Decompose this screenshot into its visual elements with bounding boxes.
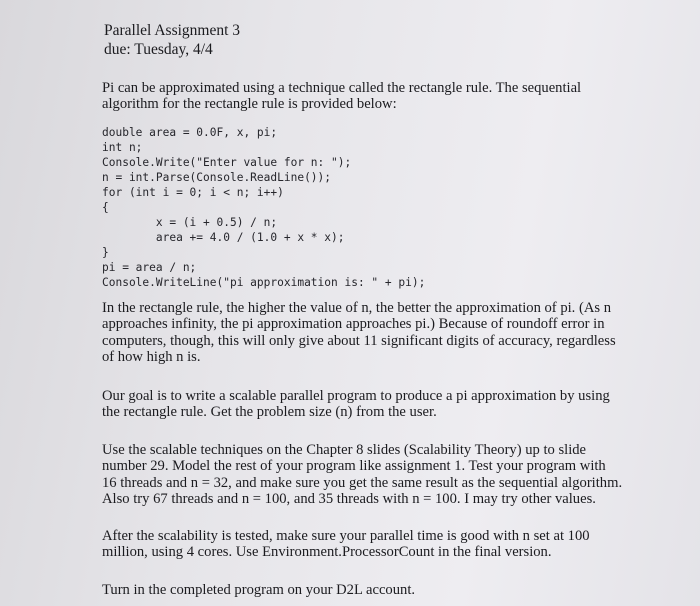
code-line: { (102, 201, 109, 214)
paragraph-line: approaches infinity, the pi approximation approaches pi.) Because of roundoff error in (102, 316, 605, 333)
after-paragraph (102, 528, 642, 561)
paragraph-line: Use the scalable techniques on the Chapter 8 slides (Scalability Theory) up to slide (102, 442, 587, 458)
paragraph-line: of how high n is. (102, 349, 201, 366)
paragraph-line: 16 threads and n = 32, and make sure you get the same result as the sequential algorithm. (102, 474, 623, 491)
paragraph-line: Our goal is to write a scalable parallel program to produce a pi approximation by using (102, 388, 610, 404)
code-line: for (int i = 0; i < n; i++) (102, 186, 284, 199)
paragraph-line: number 29. Model the rest of your program like assignment 1. Test your program with (102, 458, 606, 475)
code-line: area += 4.0 / (1.0 + x * x); (102, 231, 345, 244)
intro-paragraph (102, 80, 642, 113)
assignment-title: Parallel Assignment 3 (104, 22, 241, 39)
code-line: int n; (102, 141, 143, 154)
code-line: n = int.Parse(Console.ReadLine()); (102, 171, 332, 184)
paragraph-line: Also try 67 threads and n = 100, and 35 threads with n = 100. I may try other values. (102, 491, 596, 508)
turn-in-paragraph (102, 582, 642, 598)
paragraph-line: In the rectangle rule, the higher the value of n, the better the approximation of pi. (As n (102, 300, 611, 316)
code-line: double area = 0.0F, x, pi; (102, 126, 278, 139)
assignment-header (104, 21, 240, 59)
paragraph-line: million, using 4 cores. Use Environment.ProcessorCount in the final version. (102, 544, 552, 561)
intro-line: Pi can be approximated using a technique called the rectangle rule. The sequential (102, 80, 582, 96)
code-line: Console.WriteLine("pi approximation is: " + pi); (102, 276, 426, 289)
paragraph-line: After the scalability is tested, make sure your parallel time is good with n set at 100 (102, 528, 590, 544)
rectangle-rule-paragraph (102, 300, 642, 366)
due-date: due: Tuesday, 4/4 (104, 41, 213, 58)
paragraph-line: the rectangle rule. Get the problem size (n) from the user. (102, 404, 437, 421)
paragraph-line: Turn in the completed program on your D2L account. (102, 582, 416, 598)
code-line: x = (i + 0.5) / n; (102, 216, 278, 229)
goal-paragraph (102, 388, 642, 421)
paragraph-line: computers, though, this will only give about 11 significant digits of accuracy, regardless (102, 332, 616, 349)
code-line: Console.Write("Enter value for n: "); (102, 156, 352, 169)
code-block (102, 125, 425, 290)
code-line: pi = area / n; (102, 261, 197, 274)
code-line: } (102, 246, 109, 259)
scalable-paragraph (102, 442, 642, 508)
intro-line: algorithm for the rectangle rule is provided below: (102, 96, 397, 113)
